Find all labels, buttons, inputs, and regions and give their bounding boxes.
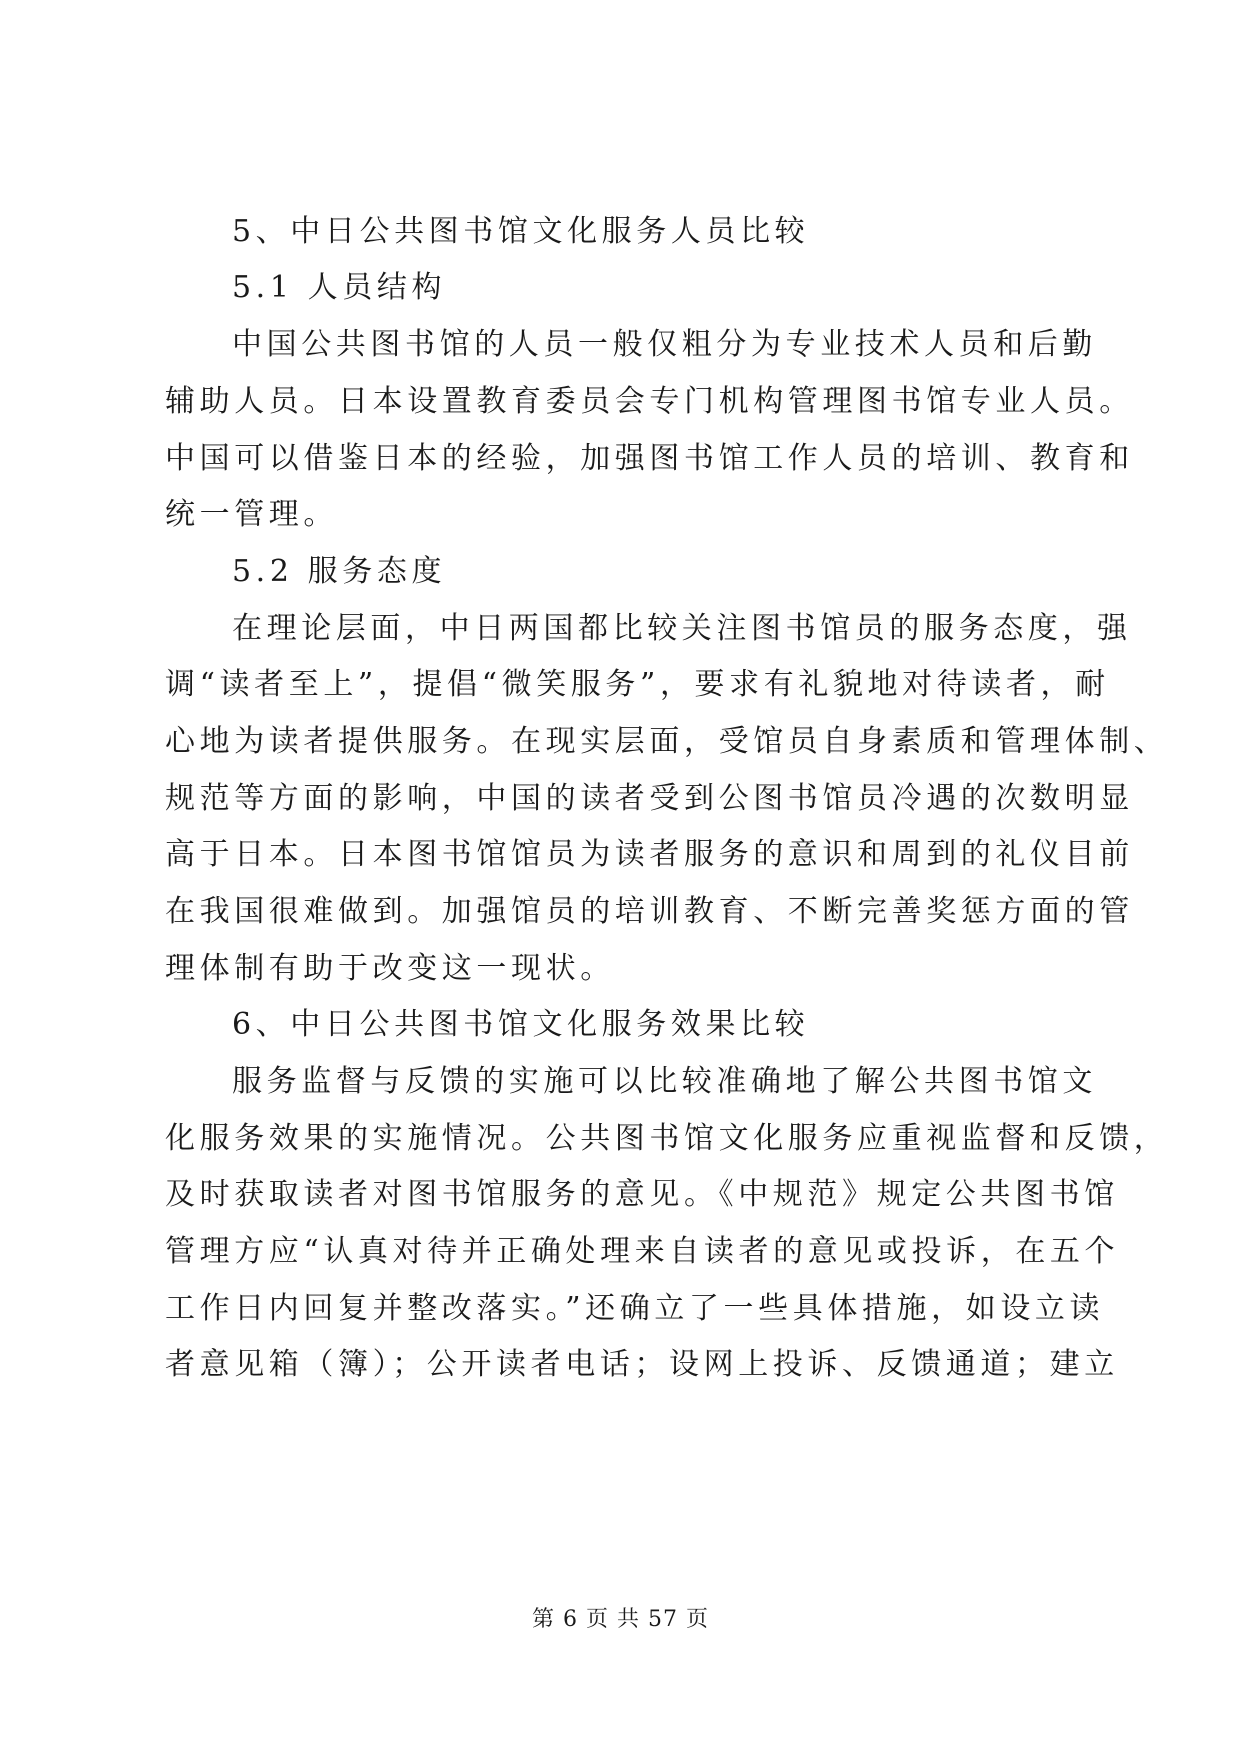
paragraph-line: 化服务效果的实施情况。公共图书馆文化服务应重视监督和反馈， [165,1121,1169,1156]
paragraph-line: 理体制有助于改变这一现状。 [165,951,615,986]
paragraph-line: 规范等方面的影响，中国的读者受到公图书馆员冷遇的次数明显 [165,781,1134,816]
paragraph-line: 在理论层面，中日两国都比较关注图书馆员的服务态度，强 [232,611,1132,646]
paragraph-line: 心地为读者提供服务。在现实层面，受馆员自身素质和管理体制、 [165,724,1169,759]
paragraph-line: 高于日本。日本图书馆馆员为读者服务的意识和周到的礼仪目前 [165,837,1134,872]
paragraph-line: 服务监督与反馈的实施可以比较准确地了解公共图书馆文 [232,1064,1097,1099]
paragraph-line: 及时获取读者对图书馆服务的意见。《中规范》规定公共图书馆 [165,1177,1119,1212]
paragraph-line: 调“读者至上”，提倡“微笑服务”，要求有礼貌地对待读者，耐 [165,667,1110,702]
section-heading-5: 5、中日公共图书馆文化服务人员比较 [232,214,810,249]
paragraph-line: 中国公共图书馆的人员一般仅粗分为专业技术人员和后勤 [232,327,1097,362]
subsection-heading-5-2: 5.2 服务态度 [232,554,447,589]
paragraph-line: 工作日内回复并整改落实。”还确立了一些具体措施，如设立读 [165,1291,1105,1326]
paragraph-line: 辅助人员。日本设置教育委员会专门机构管理图书馆专业人员。 [165,384,1134,419]
paragraph-line: 管理方应“认真对待并正确处理来自读者的意见或投诉，在五个 [165,1234,1120,1269]
paragraph-line: 者意见箱（簿）；公开读者电话；设网上投诉、反馈通道；建立 [165,1347,1119,1382]
subsection-heading-5-1: 5.1 人员结构 [232,270,447,305]
paragraph-line: 中国可以借鉴日本的经验，加强图书馆工作人员的培训、教育和 [165,441,1134,476]
page-footer: 第 6 页 共 57 页 [532,1607,709,1632]
paragraph-line: 在我国很难做到。加强馆员的培训教育、不断完善奖惩方面的管 [165,894,1134,929]
paragraph-line: 统一管理。 [165,497,338,532]
section-heading-6: 6、中日公共图书馆文化服务效果比较 [232,1007,810,1042]
